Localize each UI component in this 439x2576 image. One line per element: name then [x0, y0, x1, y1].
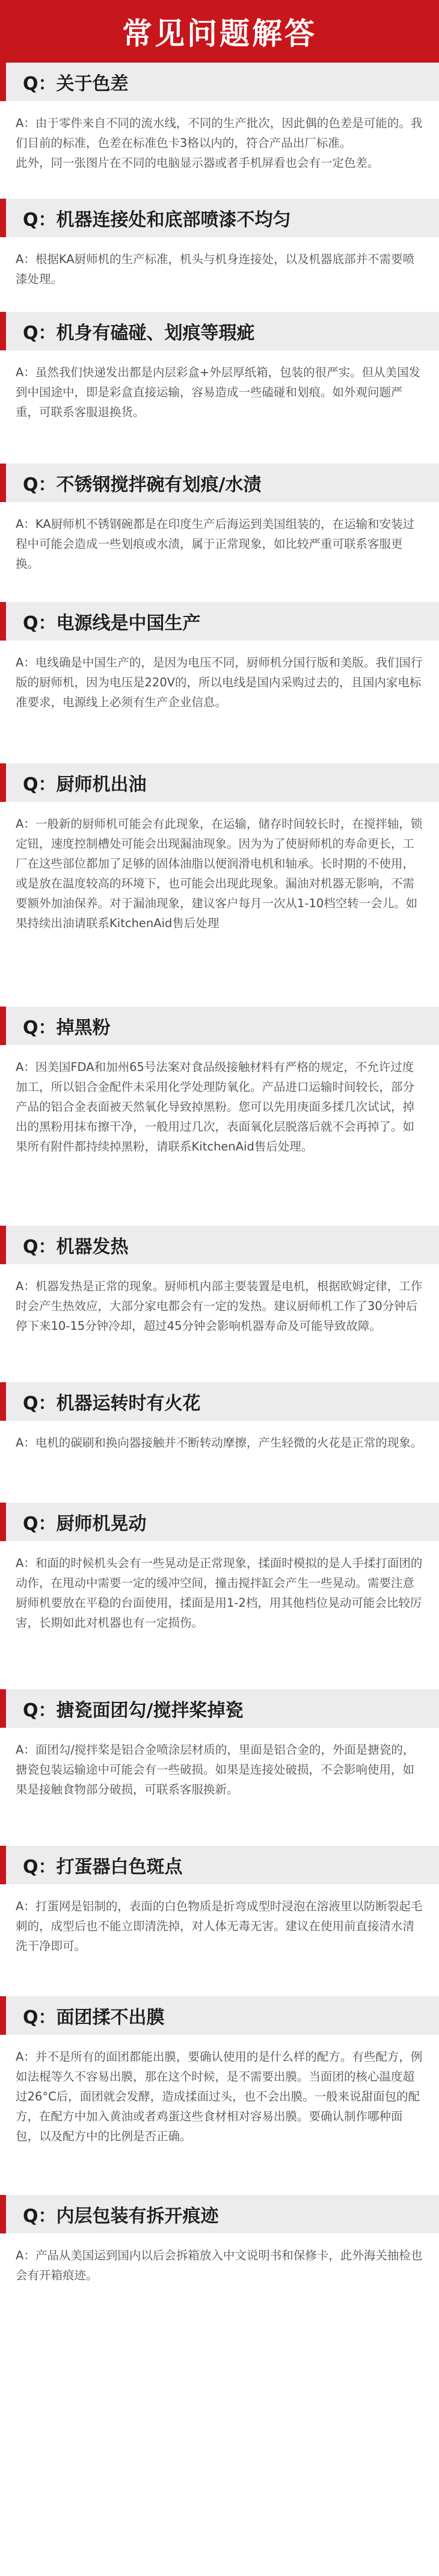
faq-question-bar [0, 1226, 439, 1264]
faq-question: Q：不锈钢搅拌碗有划痕/水渍 [23, 474, 262, 495]
faq-answer-text: A：产品从美国运到国内以后会拆箱放入中文说明书和保修卡，此外海关抽检也会有开箱痕迹。 [16, 2249, 423, 2282]
faq-answer-text: A：机器发热是正常的现象。厨师机内部主要装置是电机，根据欧姆定律，工作时会产生热效应，大部分家电都会有一定的发热。建议厨师机工作了30分钟后停下来10-15分钟冷却，超过45分钟会影响机器寿命及可能导致故障。 [16, 1279, 423, 1333]
faq-answer-text: A：KA厨师机不锈钢碗都是在印度生产后海运到美国组装的，在运输和安装过程中可能会造成一些划痕或水渍，属于正常现象，如比较严重可联系客服更换。 [16, 517, 415, 571]
faq-question: Q：机器发热 [23, 1237, 129, 1258]
faq-answer-text: A：一般新的厨师机可能会有此现象，在运输，储存时间较长时，在搅拌轴，锁定钮，速度控制槽处可能会出现漏油现象。因为为了使厨师机的寿命更长，工厂在这些部位都加了足够的固体油脂以便润滑电机和轴承。长时期的不使用，或是放在温度较高的环境下，也可能会出现此现象。漏油对机器无影响，不需要额外加油保养。对于漏油现象，建议客户每月一次从1-10档空转一会儿。如果持续出油请联系KitchenAid售后处理 [16, 817, 423, 930]
page-header [0, 0, 439, 63]
faq-answer [0, 641, 439, 728]
faq-question: Q：关于色差 [23, 73, 129, 95]
faq-item [0, 63, 439, 199]
faq-item [0, 1689, 439, 1846]
faq-question: Q：电源线是中国生产 [23, 613, 201, 634]
faq-answer [0, 2035, 439, 2162]
faq-item [0, 199, 439, 312]
faq-answer [0, 1264, 439, 1352]
faq-answer [0, 1045, 439, 1172]
faq-item [0, 2195, 439, 2309]
faq-question-bar [0, 1007, 439, 1045]
faq-answer [0, 1421, 439, 1493]
faq-item [0, 763, 439, 1007]
faq-answer-text: A：电线确是中国生产的，是因为电压不同，厨师机分国行版和美版。我们国行版的厨师机，因为电压是220V的，所以电线是国内采购过去的，且国内家电标准要求，电源线上必须有生产企业信息。 [16, 656, 423, 709]
faq-item [0, 602, 439, 763]
faq-answer [0, 802, 439, 949]
faq-answer-text: A：电机的碳刷和换向器接触并不断转动摩擦，产生轻微的火花是正常的现象。 [16, 1436, 423, 1450]
faq-answer [0, 350, 439, 438]
faq-question-bar [0, 464, 439, 502]
faq-question-bar [0, 63, 439, 101]
faq-question: Q：机器运转时有火花 [23, 1393, 201, 1414]
faq-answer [0, 237, 439, 309]
faq-item [0, 1007, 439, 1226]
faq-question-bar [0, 602, 439, 641]
faq-answer [0, 1541, 439, 1648]
faq-question-bar [0, 199, 439, 237]
faq-answer-text: A：并不是所有的面团都能出膜，要确认使用的是什么样的配方。有些配方，例如法棍等久不容易出膜，那在这个时候，是不需要出膜。当面团的核心温度超过26°C后，面团就会发酵，造成揉面过头，也不会出膜。一般来说甜面包的配方，在配方中加入黄油或者鸡蛋这些食材相对容易出膜。要确认制作哪种面包，以及配方中的比例是否正确。 [16, 2050, 423, 2143]
faq-question: Q：厨师机出油 [23, 774, 147, 795]
faq-item [0, 1382, 439, 1503]
faq-question: Q：厨师机晃动 [23, 1513, 147, 1535]
faq-list [0, 63, 439, 2309]
faq-answer-text: A：根据KA厨师机的生产标准，机头与机身连接处，以及机器底部并不需要喷漆处理。 [16, 252, 415, 286]
faq-question-bar [0, 312, 439, 350]
faq-question: Q：打蛋器白色斑点 [23, 1857, 183, 1878]
faq-item [0, 464, 439, 602]
faq-answer-text: A：面团勾/搅拌桨是铝合金喷涂层材质的，里面是铝合金的，外面是搪瓷的，搪瓷包装运输途中可能会有一些破损。如果是连接处破损，不会影响使用，如果是接触食物部分破损，可联系客服换新。 [16, 1743, 415, 1796]
faq-answer [0, 2233, 439, 2306]
faq-question-bar [0, 1996, 439, 2035]
faq-question-bar [0, 1382, 439, 1421]
faq-question: Q：掉黑粉 [23, 1017, 111, 1038]
faq-item [0, 1846, 439, 1996]
faq-answer-text: A：虽然我们快递发出都是内层彩盒+外层厚纸箱，包装的很严实。但从美国发到中国途中，即是彩盒直接运输，容易造成一些磕碰和划痕。如外观问题严重，可联系客服退换货。 [16, 365, 421, 419]
faq-answer-text: A：和面的时候机头会有一些晃动是正常现象，揉面时模拟的是人手揉打面团的动作，在甩动中需要一定的缓冲空间，撞击搅拌缸会产生一些晃动。需要注意厨师机要放在平稳的台面使用，揉面是用1-2档，用其他档位晃动可能会比较厉害，长期如此对机器也有一定损伤。 [16, 1556, 423, 1630]
faq-question-bar [0, 1846, 439, 1884]
page-title: 常见问题解答 [122, 16, 317, 51]
faq-item [0, 1503, 439, 1689]
faq-question: Q：内层包装有拆开痕迹 [23, 2206, 219, 2227]
faq-question-bar [0, 1503, 439, 1541]
faq-answer-text: A：因美国FDA和加州65号法案对食品级接触材料有严格的规定，不允许过度加工，所以铝合金配件未采用化学处理防氧化。产品进口运输时间较长，部分产品的铝合金表面被天然氧化导致掉黑粉。您可以先用庚面多揉几次试试，掉出的黑粉用抹布擦干净，一般用过几次，表面氧化层脱落后就不会再掉了。如果所有附件都持续掉黑粉，请联系KitchenAid售后处理。 [16, 1060, 415, 1153]
faq-item [0, 1226, 439, 1382]
faq-answer [0, 502, 439, 589]
faq-answer [0, 101, 439, 188]
faq-question: Q：面团揉不出膜 [23, 2007, 165, 2028]
faq-question: Q：机身有磕碰、划痕等瑕疵 [23, 323, 255, 344]
faq-answer [0, 1884, 439, 1972]
faq-item [0, 312, 439, 464]
faq-question-bar [0, 763, 439, 802]
faq-question-bar [0, 2195, 439, 2233]
faq-question: Q：机器连接处和底部喷漆不均匀 [23, 209, 291, 231]
faq-answer [0, 1728, 439, 1815]
faq-answer-text: A：打蛋网是铝制的，表面的白色物质是折弯成型时浸泡在溶液里以防断裂起毛刺的，成型后也不能立即清洗掉，对人体无毒无害。建议在使用前直接清水清洗干净即可。 [16, 1899, 423, 1953]
faq-item [0, 1996, 439, 2195]
faq-answer-text: A：由于零件来自不同的流水线，不同的生产批次，因此偶的色差是可能的。我们目前的标准，色差在标准色卡3格以内的，符合产品出厂标准。 此外，同一张图片在不同的电脑显示器或者手机屏看也会有一定色差。 [16, 116, 423, 170]
faq-question: Q：搪瓷面团勾/搅拌桨掉瓷 [23, 1700, 244, 1721]
faq-question-bar [0, 1689, 439, 1728]
